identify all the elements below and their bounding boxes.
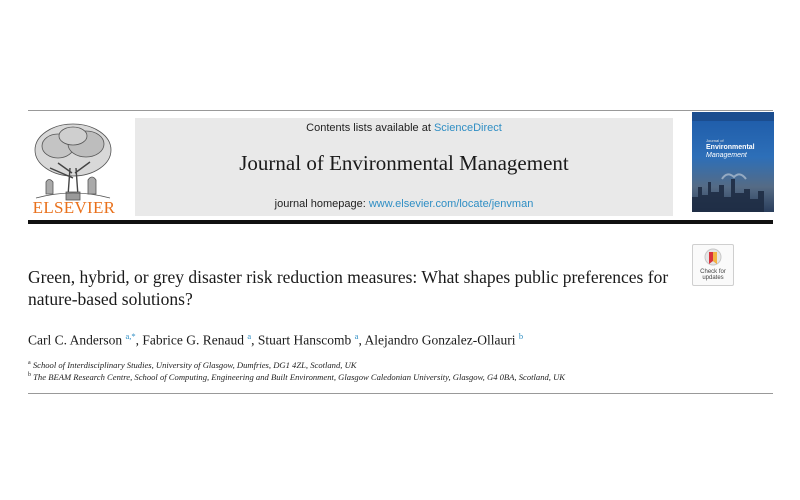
check-for-updates-label: [693, 269, 733, 281]
bottom-rule: [28, 393, 773, 394]
author-name[interactable]: Fabrice G. Renaud: [142, 332, 244, 348]
sciencedirect-link[interactable]: ScienceDirect: [433, 122, 502, 134]
cover-skyline-icon: [692, 167, 774, 212]
author-list: [28, 331, 523, 349]
journal-title: Journal of Environmental Management: [239, 151, 569, 175]
author-name[interactable]: Carl C. Anderson: [28, 332, 123, 348]
cover-small-text: Journal of: [706, 138, 724, 143]
header-thick-rule: [28, 220, 773, 224]
author-affiliation-mark[interactable]: a,*: [125, 331, 136, 341]
journal-header: [135, 118, 673, 216]
author-affiliation-mark[interactable]: a: [247, 331, 252, 341]
author-affiliation-mark[interactable]: a: [354, 331, 359, 341]
check-label-line1: Check for: [700, 269, 726, 275]
cover-title-line1: Environmental: [706, 144, 755, 151]
affiliation-text: School of Interdisciplinary Studies, University of Glasgow, Dumfries, DG1 4ZL, Scotland, UK: [32, 360, 357, 370]
publisher-name: ELSEVIER: [32, 198, 116, 217]
contents-line: [135, 122, 673, 134]
affiliation-a: [28, 360, 357, 370]
cover-title-line2: Management: [706, 152, 747, 159]
check-for-updates-button[interactable]: [692, 244, 734, 286]
affiliation-mark: a: [28, 360, 31, 367]
author-separator: ,: [135, 332, 143, 348]
author-separator: ,: [358, 332, 365, 348]
check-label-line2: updates: [702, 275, 724, 281]
homepage-prefix: journal homepage:: [274, 198, 369, 210]
affiliation-text: The BEAM Research Centre, School of Computing, Engineering and Built Environment, Glasgow Caledonian University, Glasgow, G4 0BA, Scotland, UK: [33, 372, 566, 382]
check-updates-icon: [704, 248, 722, 268]
homepage-line: [135, 198, 673, 210]
cover-top-bar: [692, 112, 774, 121]
author-name[interactable]: Alejandro Gonzalez-Ollauri: [364, 332, 516, 348]
paper-title: Green, hybrid, or grey disaster risk reduction measures: What shapes public preferences for nature-based solutions?: [28, 267, 669, 309]
contents-prefix: Contents lists available at: [306, 122, 434, 134]
author-name[interactable]: Stuart Hanscomb: [257, 332, 352, 348]
author-affiliation-mark[interactable]: b: [518, 331, 524, 341]
journal-cover-image[interactable]: [692, 112, 774, 212]
affiliation-mark: b: [28, 372, 31, 379]
author-separator: ,: [251, 332, 258, 348]
affiliation-b: [28, 372, 565, 382]
top-rule: [28, 110, 773, 111]
journal-homepage-link[interactable]: www.elsevier.com/locate/jenvman: [368, 198, 534, 210]
